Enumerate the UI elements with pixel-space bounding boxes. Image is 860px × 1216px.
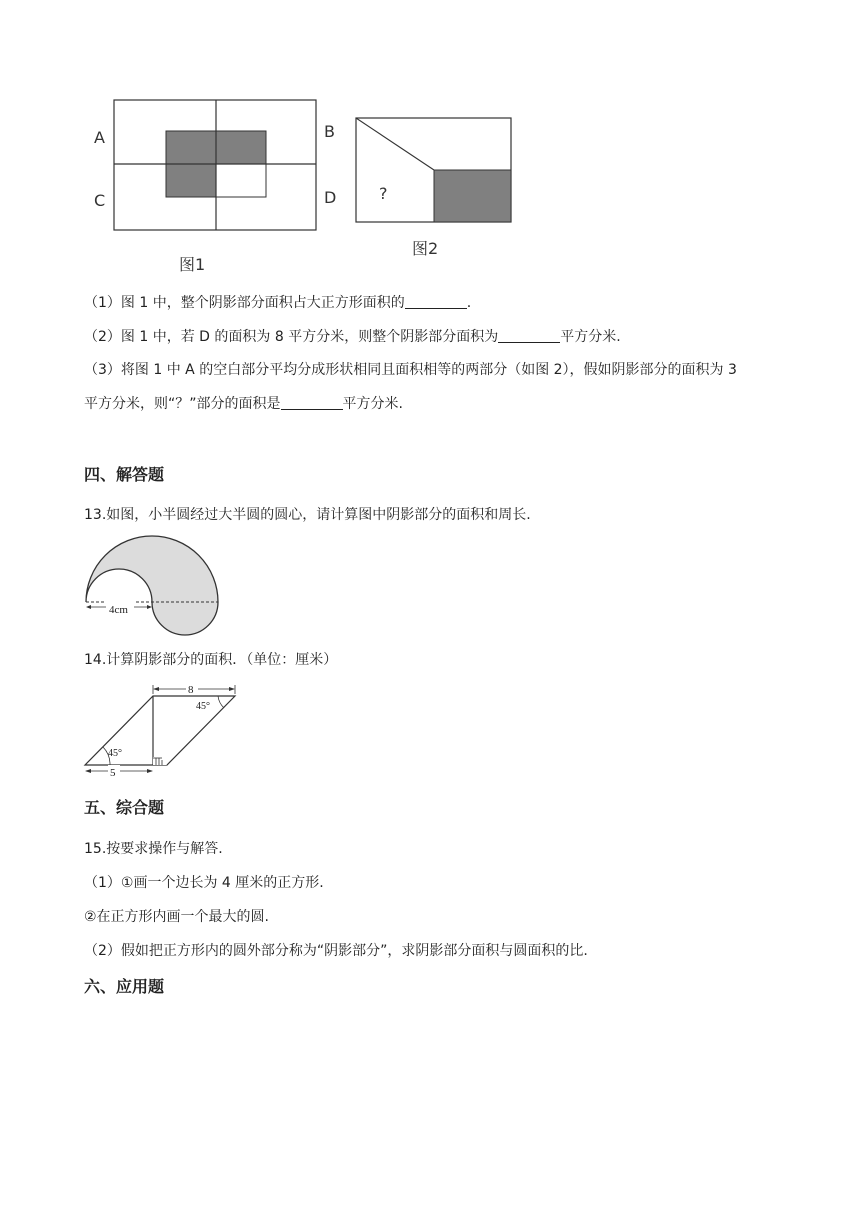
question-15-part2: （2）假如把正方形内的圆外部分称为“阴影部分”，求阴影部分面积与圆面积的比. [84, 943, 588, 959]
q14-angle-top: 45° [196, 701, 210, 712]
figure-2-question-mark: ? [379, 184, 388, 203]
q12-part2-text: （2）图 1 中，若 D 的面积为 8 平方分米，则整个阴影部分面积为 [84, 329, 499, 345]
question-15-part1: （1）①画一个边长为 4 厘米的正方形. [84, 875, 324, 891]
q12-part3-line2 [84, 394, 403, 414]
q13-drawing [82, 533, 222, 643]
figure-1 [85, 95, 325, 275]
answer-blank[interactable] [405, 294, 467, 309]
figure-1-caption: 图1 [179, 255, 206, 274]
figure-2-caption: 图2 [412, 239, 439, 258]
q12-part2 [84, 327, 621, 347]
q14-angle-bottom: 45° [108, 748, 122, 759]
question-13: 13.如图，小半圆经过大半圆的圆心，请计算图中阴影部分的面积和周长. [84, 507, 531, 523]
figure-1-label-c: C [94, 191, 106, 210]
figure-2 [352, 114, 517, 259]
q12-part1 [84, 293, 471, 313]
question-15-part1b: ②在正方形内画一个最大的圆. [84, 909, 270, 925]
answer-blank[interactable] [281, 395, 343, 410]
figure-1-label-d: D [324, 188, 337, 207]
q13-figure [82, 533, 222, 643]
q12-part2-end: 平方分米. [560, 329, 621, 345]
q13-dimension-label: 4cm [109, 604, 128, 616]
section-6-title: 六、应用题 [84, 977, 165, 996]
q14-bottom-label: 5 [110, 767, 116, 779]
q14-top-label: 8 [188, 684, 194, 696]
q12-part1-text: （1）图 1 中，整个阴影部分面积占大正方形面积的 [84, 295, 405, 311]
question-14: 14.计算阴影部分的面积．（单位：厘米） [84, 652, 338, 668]
q14-figure [82, 680, 252, 780]
figure-1-label-b: B [324, 122, 335, 141]
section-4-title: 四、解答题 [84, 465, 165, 484]
section-5-title: 五、综合题 [84, 798, 165, 817]
q12-part1-end: . [466, 295, 472, 311]
answer-blank[interactable] [498, 328, 560, 343]
q12-part3-line1: （3）将图 1 中 A 的空白部分平均分成形状相同且面积相等的两部分（如图 2），假如阴影部分的面积为 3 [84, 362, 737, 378]
question-15: 15.按要求操作与解答. [84, 841, 223, 857]
q12-part3-end: 平方分米. [342, 396, 403, 412]
figure-1-label-a: A [94, 128, 105, 147]
figure-2-drawing [352, 114, 517, 229]
figure-1-drawing [85, 95, 325, 275]
q12-part3-text: 平方分米，则“？”部分的面积是 [84, 396, 281, 412]
q14-drawing [82, 680, 252, 780]
